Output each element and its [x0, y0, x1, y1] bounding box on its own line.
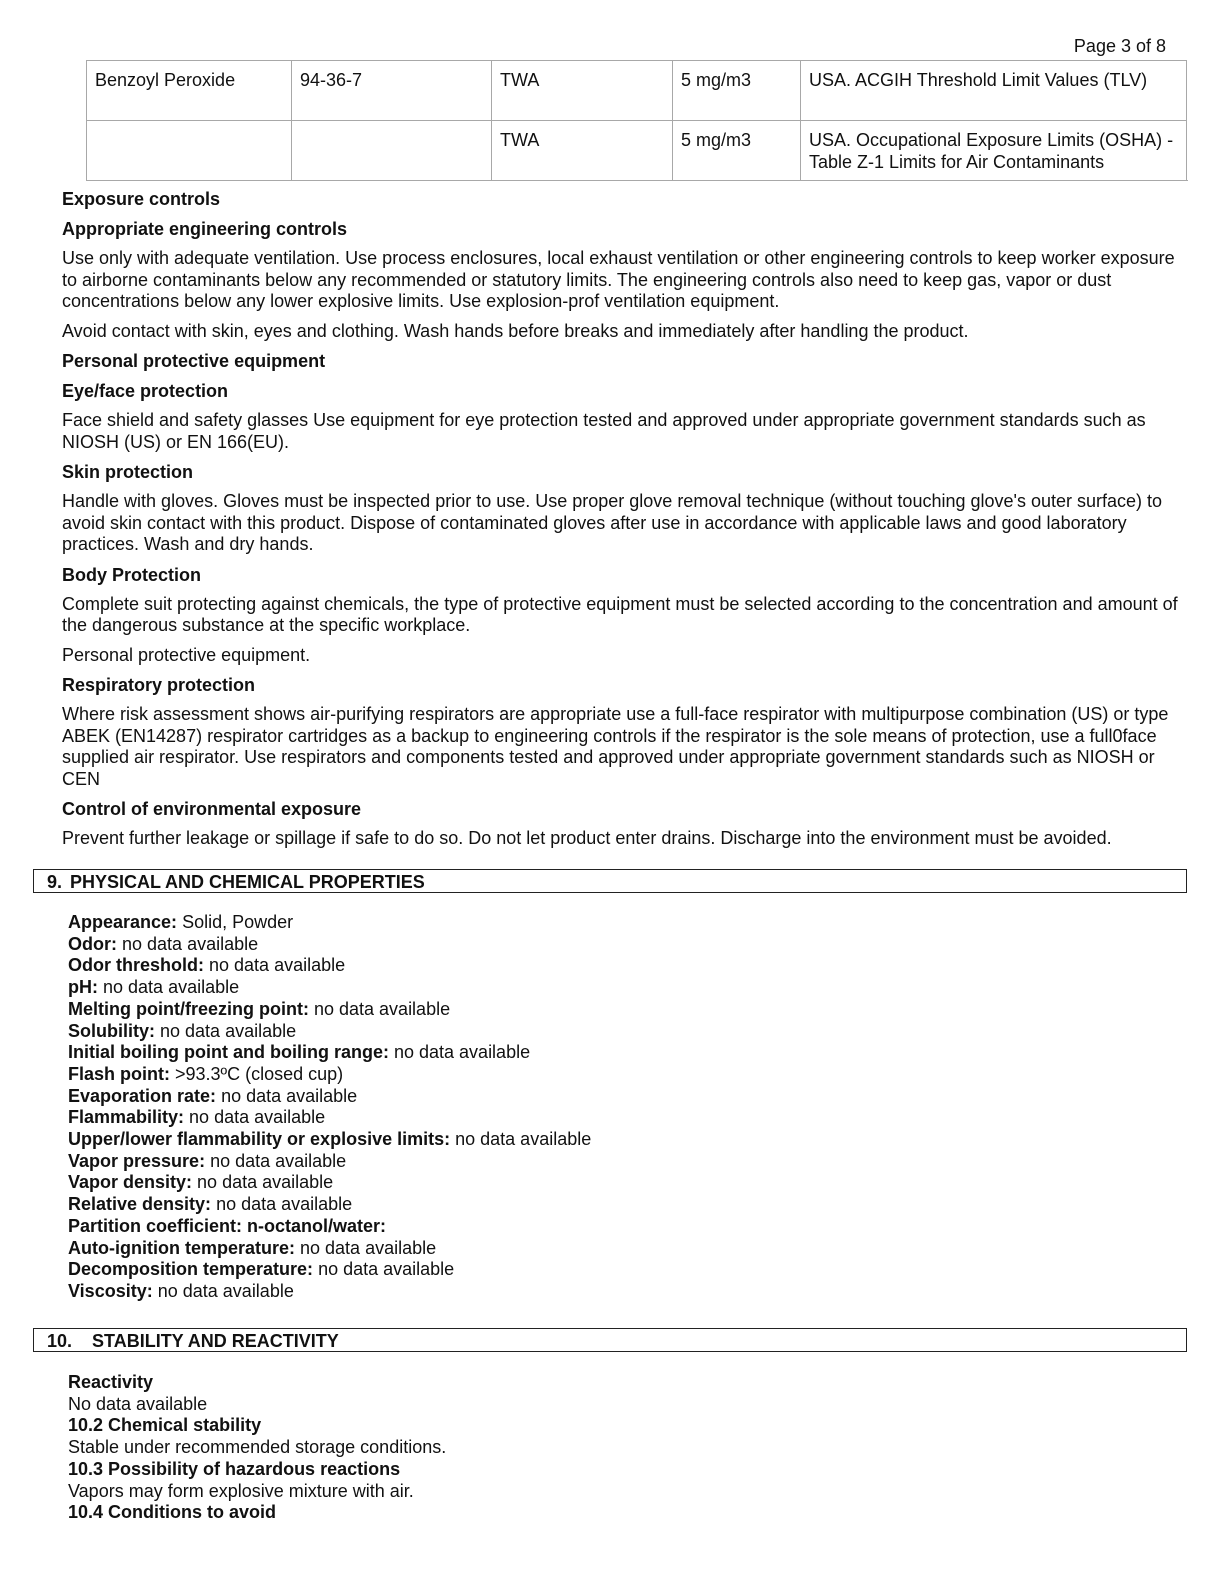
table-row [87, 61, 1187, 121]
exposure-controls-section [62, 188, 1187, 858]
property-value: no data available [393, 1042, 531, 1063]
property-value: no data available [197, 1172, 334, 1193]
section-number: 10. [47, 1331, 73, 1351]
basis-cell: USA. ACGIH Threshold Limit Values (TLV) [801, 61, 1187, 121]
body-protection-text: Complete suit protecting against chemicals, the type of protective equipment must be selected according to the concentration and amount of the dangerous substance at the specific workplace. [62, 593, 1178, 635]
type-cell: TWA [492, 61, 673, 121]
property-label: Flash point: [68, 1063, 170, 1084]
property-label: Solubility: [68, 1020, 155, 1041]
property-label: Upper/lower flammability or explosive limits: [68, 1129, 451, 1150]
property-row [68, 1042, 591, 1064]
property-label: Auto-ignition temperature: [68, 1237, 295, 1258]
section-10-header [33, 1328, 1187, 1352]
section-title: STABILITY AND REACTIVITY [92, 1331, 339, 1351]
property-value: no data available [103, 977, 240, 998]
property-row [68, 1107, 591, 1129]
environmental-exposure-text: Prevent further leakage or spillage if safe to do so. Do not let product enter drains. Discharge into the environment must be avoided. [62, 828, 1112, 848]
type-cell: TWA [492, 121, 673, 182]
property-value: no data available [210, 1150, 347, 1171]
property-value: Solid, Powder [182, 912, 294, 932]
property-label: Viscosity: [68, 1280, 153, 1301]
stability-item-text: Stable under recommended storage conditions. [68, 1437, 447, 1458]
stability-item-title: Reactivity [68, 1372, 154, 1392]
value-cell: 5 mg/m3 [673, 61, 801, 121]
property-label: Evaporation rate: [68, 1085, 217, 1106]
property-label: Odor: [68, 933, 117, 954]
property-row [68, 977, 591, 999]
property-label: Melting point/freezing point: [68, 998, 309, 1019]
eye-protection-heading: Eye/face protection [62, 381, 229, 401]
property-label: Initial boiling point and boiling range: [68, 1042, 389, 1063]
hygiene-text: Avoid contact with skin, eyes and clothing. Wash hands before breaks and immediately after handling the product. [62, 320, 969, 341]
respiratory-protection-heading: Respiratory protection [62, 675, 256, 695]
engineering-controls-text: Use only with adequate ventilation. Use process enclosures, local exhaust ventilation or other engineering controls to keep worker exposure to airborne contaminants below any recommended or statutory limits. The engineering controls also need to keep gas, vapor or dust concentrations below any lower explosive limits. Use explosion-prof ventilation equipment. [62, 248, 1175, 311]
component-cell: Benzoyl Peroxide [87, 61, 292, 121]
property-value: no data available [209, 955, 346, 976]
property-label: Flammability: [68, 1107, 185, 1128]
ppe-heading: Personal protective equipment [62, 351, 326, 371]
property-label: Decomposition temperature: [68, 1259, 314, 1280]
respiratory-protection-text: Where risk assessment shows air-purifying respirators are appropriate use a full-face respirator with multipurpose combination (US) or type ABEK (EN14287) respirator cartridges as a backup to engineering controls if the respirator is the sole means of protection, use a full0face supplied air respirator. Use respirators and components tested and approved under appropriate government standards such as NIOSH or CEN [62, 704, 1169, 789]
property-row [68, 1216, 591, 1238]
table-row [87, 121, 1187, 182]
stability-item-text: No data available [68, 1393, 208, 1414]
property-value: no data available [318, 1259, 455, 1280]
section-title: PHYSICAL AND CHEMICAL PROPERTIES [70, 872, 425, 892]
property-label: pH: [68, 977, 98, 998]
property-value: no data available [313, 998, 451, 1019]
skin-protection-heading: Skin protection [62, 462, 194, 482]
property-row [68, 1151, 591, 1173]
skin-protection-text: Handle with gloves. Gloves must be inspected prior to use. Use proper glove removal technique (without touching glove's outer surface) to avoid skin contact with this product. Dispose of contaminated gloves after use in accordance with applicable laws and good laboratory practices. Wash and dry hands. [62, 491, 1163, 554]
property-label: Vapor density: [68, 1172, 193, 1193]
property-value: no data available [216, 1194, 353, 1215]
engineering-controls-heading: Appropriate engineering controls [62, 219, 348, 239]
property-value: no data available [221, 1085, 358, 1106]
property-row [68, 1259, 591, 1281]
property-value: no data available [189, 1107, 326, 1128]
component-cell [87, 121, 292, 182]
property-row [68, 1064, 591, 1086]
property-value: no data available [157, 1280, 294, 1301]
stability-item-text: Vapors may form explosive mixture with air. [68, 1480, 414, 1501]
properties-list [68, 912, 591, 1303]
cas-cell [292, 121, 492, 182]
cas-cell: 94-36-7 [292, 61, 492, 121]
section-number: 9. [47, 872, 63, 892]
eye-protection-text: Face shield and safety glasses Use equipment for eye protection tested and approved under appropriate government standards such as NIOSH (US) or EN 166(EU). [62, 410, 1146, 452]
stability-list [68, 1372, 446, 1524]
stability-item-title: 10.3 Possibility of hazardous reactions [68, 1458, 401, 1479]
property-row [68, 955, 591, 977]
value-cell: 5 mg/m3 [673, 121, 801, 182]
property-row [68, 1086, 591, 1108]
stability-item-title: 10.4 Conditions to avoid [68, 1502, 277, 1523]
exposure-controls-heading: Exposure controls [62, 189, 221, 209]
property-row [68, 999, 591, 1021]
section-9-header [33, 869, 1187, 893]
property-row [68, 1281, 591, 1303]
property-row [68, 934, 591, 956]
property-value: no data available [300, 1237, 437, 1258]
property-row [68, 1129, 591, 1151]
property-row [68, 912, 591, 934]
property-label: Relative density: [68, 1194, 212, 1215]
body-protection-note: Personal protective equipment. [62, 644, 311, 665]
property-row [68, 1021, 591, 1043]
property-value: no data available [122, 933, 259, 954]
property-row [68, 1238, 591, 1260]
property-row [68, 1194, 591, 1216]
exposure-limits-table [86, 60, 1188, 181]
body-protection-heading: Body Protection [62, 564, 202, 585]
property-label: Appearance: [68, 912, 178, 932]
property-label: Odor threshold: [68, 955, 204, 976]
property-row [68, 1172, 591, 1194]
property-value: no data available [455, 1129, 592, 1150]
page-indicator: Page 3 of 8 [1073, 36, 1166, 56]
basis-cell: USA. Occupational Exposure Limits (OSHA) - Table Z-1 Limits for Air Contaminants [801, 121, 1187, 182]
stability-item-title: 10.2 Chemical stability [68, 1415, 262, 1436]
property-label: Partition coefficient: n-octanol/water: [68, 1215, 387, 1236]
property-value: no data available [160, 1020, 297, 1041]
environmental-exposure-heading: Control of environmental exposure [62, 799, 362, 819]
property-label: Vapor pressure: [68, 1150, 206, 1171]
property-value: >93.3ºC (closed cup) [175, 1063, 344, 1084]
